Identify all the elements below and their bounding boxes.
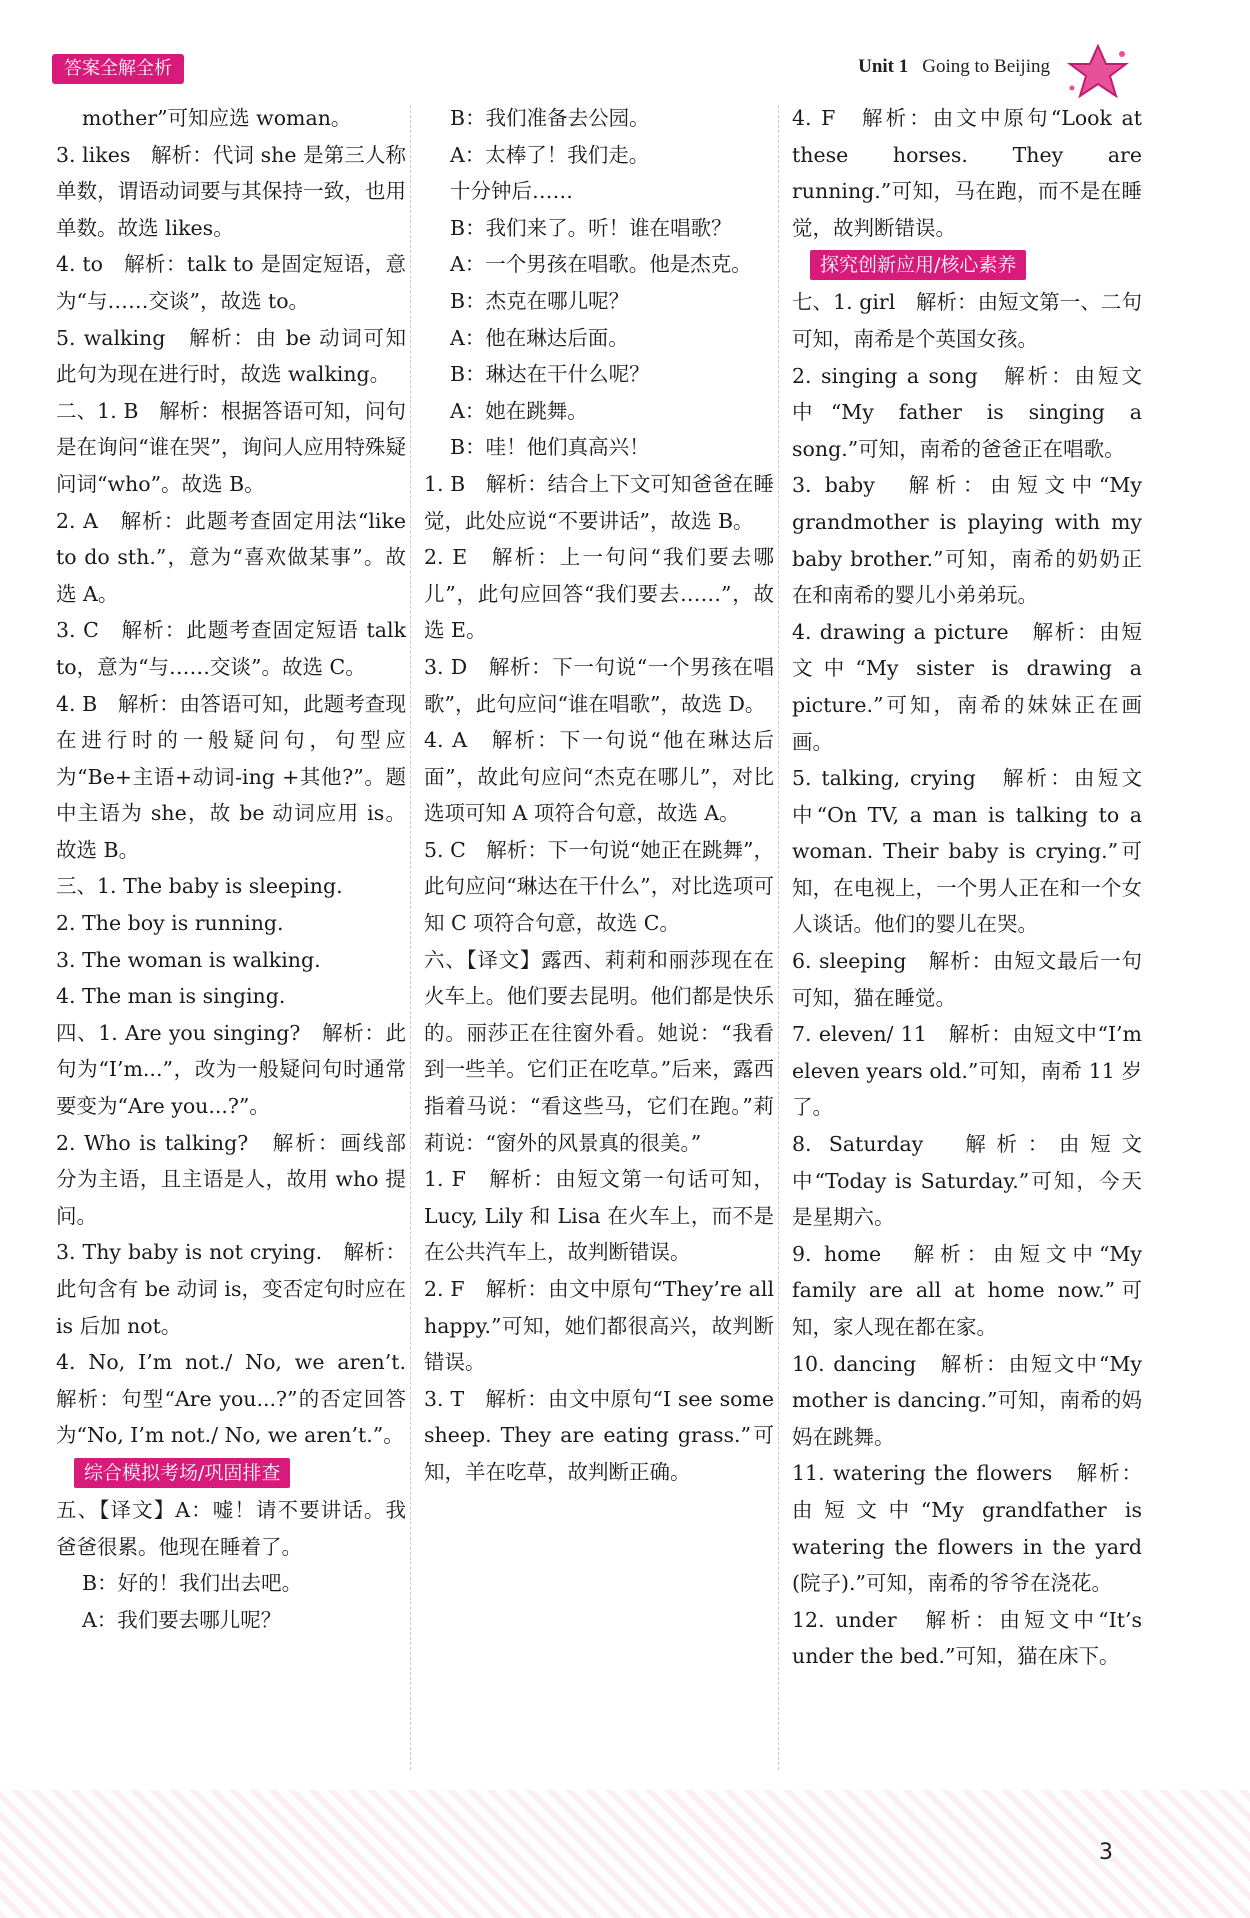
answer-line: 3. T 解析：由文中原句“I see some sheep. They are eating grass.”可知，羊在吃草，故判断正确。 (424, 1386, 774, 1484)
answer-line: 4. A 解析：下一句说“他在琳达后面”，故此句应问“杰克在哪儿”，对比选项可知 A 项符合句意，故选 A。 (424, 728, 774, 826)
answer-line: B：琳达在干什么呢？ (450, 362, 650, 387)
column-divider (778, 105, 779, 1770)
answer-line: 三、1. The baby is sleeping. (56, 874, 343, 899)
answer-line: A：他在琳达后面。 (450, 325, 629, 350)
answer-line: 8. Saturday 解析：由短文中“Today is Saturday.”可知，今天是星期六。 (792, 1132, 1142, 1230)
answer-line: B：我们来了。听！谁在唱歌？ (450, 215, 732, 240)
answer-line: B：哇！他们真高兴！ (450, 435, 650, 460)
answer-line: 3. The woman is walking. (56, 947, 321, 972)
answer-line: 9. home 解析：由短文中“My family are all at home now.”可知，家人现在都在家。 (792, 1241, 1142, 1339)
answer-line: 4. No, I’m not./ No, we aren’t. 解析：句型“Are you...?”的否定回答为“No, I’m not./ No, we aren’t.”。 (56, 1350, 427, 1448)
answer-line: 3. likes 解析：代词 she 是第三人称单数，谓语动词要与其保持一致，也用单数。故选 likes。 (56, 142, 406, 240)
answer-line: B：好的！我们出去吧。 (82, 1571, 303, 1596)
answer-line: 10. dancing 解析：由短文中“My mother is dancing.”可知，南希的妈妈在跳舞。 (792, 1351, 1142, 1449)
page-number-text: 3 (1099, 1840, 1113, 1865)
answer-line: 5. talking, crying 解析：由短文中“On TV, a man is talking to a woman. Their baby is crying.”可知，在电视上，一个男人正在和一个女人谈话。他们的婴儿在哭。 (792, 766, 1142, 937)
answer-line: 3. C 解析：此题考查固定短语 talk to，意为“与……交谈”。故选 C。 (56, 618, 406, 679)
answer-line: mother”可知应选 woman。 (82, 106, 352, 130)
answer-line: 6. sleeping 解析：由短文最后一句可知，猫在睡觉。 (792, 949, 1142, 1010)
answer-line: 3. Thy baby is not crying. 解析：此句含有 be 动词 is，变否定句时应在 is 后加 not。 (56, 1240, 406, 1338)
answer-line: 5. walking 解析：由 be 动词可知此句为现在进行时，故选 walking。 (56, 325, 406, 387)
answer-line: 二、1. B 解析：根据答语可知，问句是在询问“谁在哭”，询问人应用特殊疑问词“who”。故选 B。 (56, 398, 406, 496)
column-middle (424, 100, 774, 1491)
footer-pattern (0, 1790, 1250, 1918)
answer-line: 1. B 解析：结合上下文可知爸爸在睡觉，此处应说“不要讲话”，故选 B。 (424, 471, 774, 533)
answer-line: 4. B 解析：由答语可知，此题考查现在进行时的一般疑问句，句型应为“Be+主语+动词-ing +其他?”。题中主语为 she，故 be 动词应用 is。故选 B。 (56, 691, 406, 862)
answer-line: 3. baby 解析：由短文中“My grandmother is playing with my baby brother.”可知，南希的奶奶正在和南希的婴儿小弟弟玩。 (792, 473, 1142, 608)
answer-line: B：我们准备去公园。 (450, 106, 650, 130)
answer-line: 六、【译文】露西、莉莉和丽莎现在在火车上。他们要去昆明。他们都是快乐的。丽莎正在往窗外看。她说：“我看到一些羊。它们正在吃草。”后来，露西指着马说：“看这些马，它们在跑。”莉莉说：“窗外的风景真的很美。” (424, 947, 774, 1155)
section-header: 探究创新应用/核心素养 (810, 250, 1026, 280)
answer-line: 2. F 解析：由文中原句“They’re all happy.”可知，她们都很高兴，故判断错误。 (424, 1277, 774, 1375)
answer-line: A：我们要去哪儿呢？ (82, 1607, 282, 1632)
unit-label: Unit 1 (858, 56, 909, 77)
header-tag: 答案全解全析 (52, 54, 184, 84)
answer-line: 4. to 解析：talk to 是固定短语，意为“与……交谈”，故选 to。 (56, 252, 406, 313)
answer-line: 2. singing a song 解析：由短文中“My father is singing a song.”可知，南希的爸爸正在唱歌。 (792, 363, 1142, 461)
section-header: 综合模拟考场/巩固排查 (74, 1458, 290, 1488)
answer-line: 1. F 解析：由短文第一句话可知，Lucy, Lily 和 Lisa 在火车上，而不是在公共汽车上，故判断错误。 (424, 1167, 774, 1265)
answer-line: 2. The boy is running. (56, 911, 284, 936)
answer-line: 五、【译文】A：嘘！请不要讲话。我爸爸很累。他现在睡着了。 (56, 1497, 406, 1559)
answer-line: 4. The man is singing. (56, 984, 286, 1009)
answer-line: 4. F 解析：由文中原句“Look at these horses. They are running.”可知，马在跑，而不是在睡觉，故判断错误。 (792, 106, 1142, 240)
column-left (56, 100, 427, 1638)
answer-line: 5. C 解析：下一句说“她正在跳舞”，此句应问“琳达在干什么”，对比选项可知 C 项符合句意，故选 C。 (424, 837, 774, 936)
column-divider (410, 105, 411, 1770)
answer-line: 七、1. girl 解析：由短文第一、二句可知，南希是个英国女孩。 (792, 290, 1142, 351)
answer-line: B：杰克在哪儿呢？ (450, 288, 630, 313)
answer-line: 3. D 解析：下一句说“一个男孩在唱歌”，此句应问“谁在唱歌”，故选 D。 (424, 654, 774, 716)
answer-line: 2. E 解析：上一句问“我们要去哪儿”，此句应回答“我们要去……”，故选 E。 (424, 545, 774, 643)
answer-line: A：她在跳舞。 (450, 398, 588, 423)
star-icon (1062, 42, 1132, 102)
answer-line: 2. Who is talking? 解析：画线部分为主语，且主语是人，故用 who 提问。 (56, 1130, 406, 1228)
unit-title: Going to Beijing (922, 56, 1050, 77)
header-title (858, 56, 1050, 78)
column-right (792, 100, 1142, 1675)
answer-line: 四、1. Are you singing? 解析：此句为“I’m...”，改为一般疑问句时通常要变为“Are you...?”。 (56, 1020, 406, 1119)
page-number (1072, 1828, 1140, 1878)
answer-line: 2. A 解析：此题考查固定用法“like to do sth.”，意为“喜欢做某事”。故选 A。 (56, 508, 406, 606)
answer-line: A：一个男孩在唱歌。他是杰克。 (450, 252, 752, 277)
answer-line: 4. drawing a picture 解析：由短文中“My sister is drawing a picture.”可知，南希的妹妹正在画画。 (792, 619, 1142, 754)
answer-line: 十分钟后…… (450, 179, 573, 204)
answer-line: 11. watering the flowers 解析：由短文中“My grandfather is watering the flowers in the yard (院子).”可知，南希的爷爷在浇花。 (792, 1461, 1142, 1596)
answer-line: A：太棒了！我们走。 (450, 142, 650, 167)
answer-line: 12. under 解析：由短文中“It’s under the bed.”可知，猫在床下。 (792, 1607, 1142, 1669)
answer-line: 7. eleven/ 11 解析：由短文中“I’m eleven years old.”可知，南希 11 岁了。 (792, 1022, 1142, 1120)
